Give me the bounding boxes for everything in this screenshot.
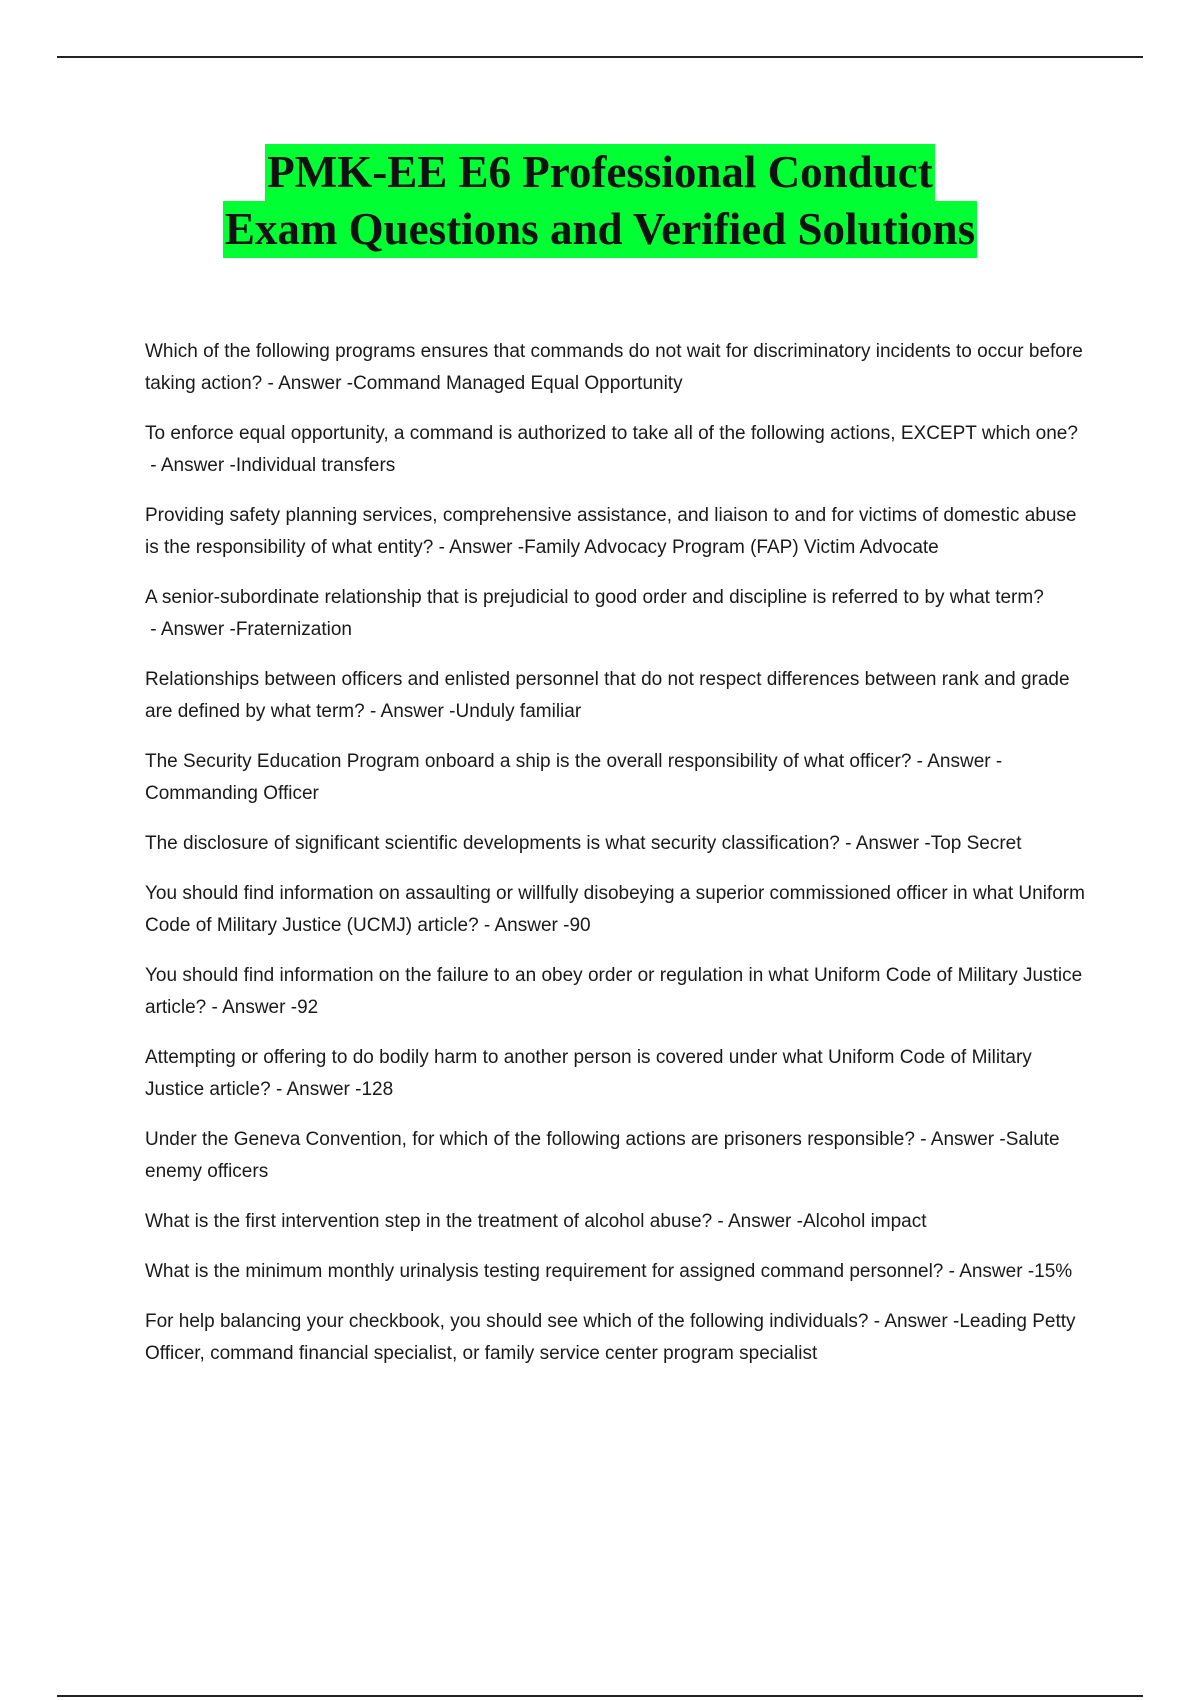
bottom-divider [57,1695,1143,1697]
answer-separator: - Answer - [364,701,456,722]
answer-separator: - Answer - [943,1261,1035,1282]
qa-item [145,828,1095,860]
qa-item [145,664,1095,728]
answer-text: 15% [1034,1261,1073,1282]
top-divider [57,56,1143,58]
question-text: The disclosure of significant scientific developments is what security classification? [145,833,840,854]
qa-item [145,1206,1095,1238]
answer-text: Individual transfers [235,455,396,476]
qa-item [145,582,1095,646]
question-text: To enforce equal opportunity, a command is authorized to take all of the following actions, EXCEPT which one? [145,423,1078,444]
answer-text: Fraternization [235,619,352,640]
qa-item [145,500,1095,564]
qa-item [145,878,1095,942]
question-text: A senior-subordinate relationship that is prejudicial to good order and discipline is referred to by what term? [145,587,1044,608]
qa-item [145,336,1095,400]
answer-separator: - Answer - [262,373,354,394]
title-line-2: Exam Questions and Verified Solutions [223,201,977,258]
qa-item [145,1042,1095,1106]
answer-text: Top Secret [930,833,1022,854]
answer-text: Commanding Officer [145,783,319,804]
qa-item [145,746,1095,810]
question-text: Under the Geneva Convention, for which of the following actions are prisoners responsible? [145,1129,915,1150]
question-text: Which of the following programs ensures that commands do not wait for discriminatory incidents to occur before taking action? [145,341,1083,394]
answer-text: 90 [569,915,591,936]
answer-separator: - Answer - [478,915,570,936]
qa-item [145,1124,1095,1188]
answer-separator: - Answer - [914,1129,1006,1150]
answer-separator: - Answer - [839,833,931,854]
question-text: Relationships between officers and enlisted personnel that do not respect differences between rank and grade are defined by what term? [145,669,1070,722]
answer-separator: - Answer - [145,619,236,640]
qa-list [145,336,1095,1388]
answer-separator: - Answer - [911,751,1003,772]
qa-item [145,1306,1095,1370]
qa-item [145,960,1095,1024]
answer-text: Alcohol impact [802,1211,927,1232]
question-text: What is the first intervention step in the treatment of alcohol abuse? [145,1211,713,1232]
answer-text: Salute enemy officers [145,1129,1060,1182]
answer-separator: - Answer - [712,1211,803,1232]
document-title [0,144,1200,258]
answer-text: Unduly familiar [455,701,582,722]
question-text: What is the minimum monthly urinalysis testing requirement for assigned command personnel? [145,1261,944,1282]
answer-text: Family Advocacy Program (FAP) Victim Advocate [524,537,939,558]
answer-separator: - Answer - [433,537,525,558]
answer-text: 128 [361,1079,394,1100]
answer-separator: - Answer - [868,1311,960,1332]
qa-item [145,1256,1095,1288]
title-line-1: PMK-EE E6 Professional Conduct [265,144,934,201]
question-text: Attempting or offering to do bodily harm to another person is covered under what Uniform Code of Military Justice article? [145,1047,1032,1100]
answer-separator: - Answer - [206,997,298,1018]
answer-text: Leading Petty Officer, command financial specialist, or family service center program specialist [145,1311,1076,1364]
question-text: The Security Education Program onboard a ship is the overall responsibility of what officer? [145,751,912,772]
answer-separator: - Answer - [270,1079,362,1100]
answer-text: 92 [297,997,319,1018]
question-text: Providing safety planning services, comprehensive assistance, and liaison to and for victims of domestic abuse is the responsibility of what entity? [145,505,1077,558]
answer-separator: - Answer - [145,455,236,476]
question-text: You should find information on assaulting or willfully disobeying a superior commissioned officer in what Uniform Code of Military Justice (UCMJ) article? [145,883,1085,936]
question-text: You should find information on the failure to an obey order or regulation in what Uniform Code of Military Justice article? [145,965,1083,1018]
qa-item [145,418,1095,482]
question-text: For help balancing your checkbook, you should see which of the following individuals? [145,1311,869,1332]
answer-text: Command Managed Equal Opportunity [353,373,683,394]
